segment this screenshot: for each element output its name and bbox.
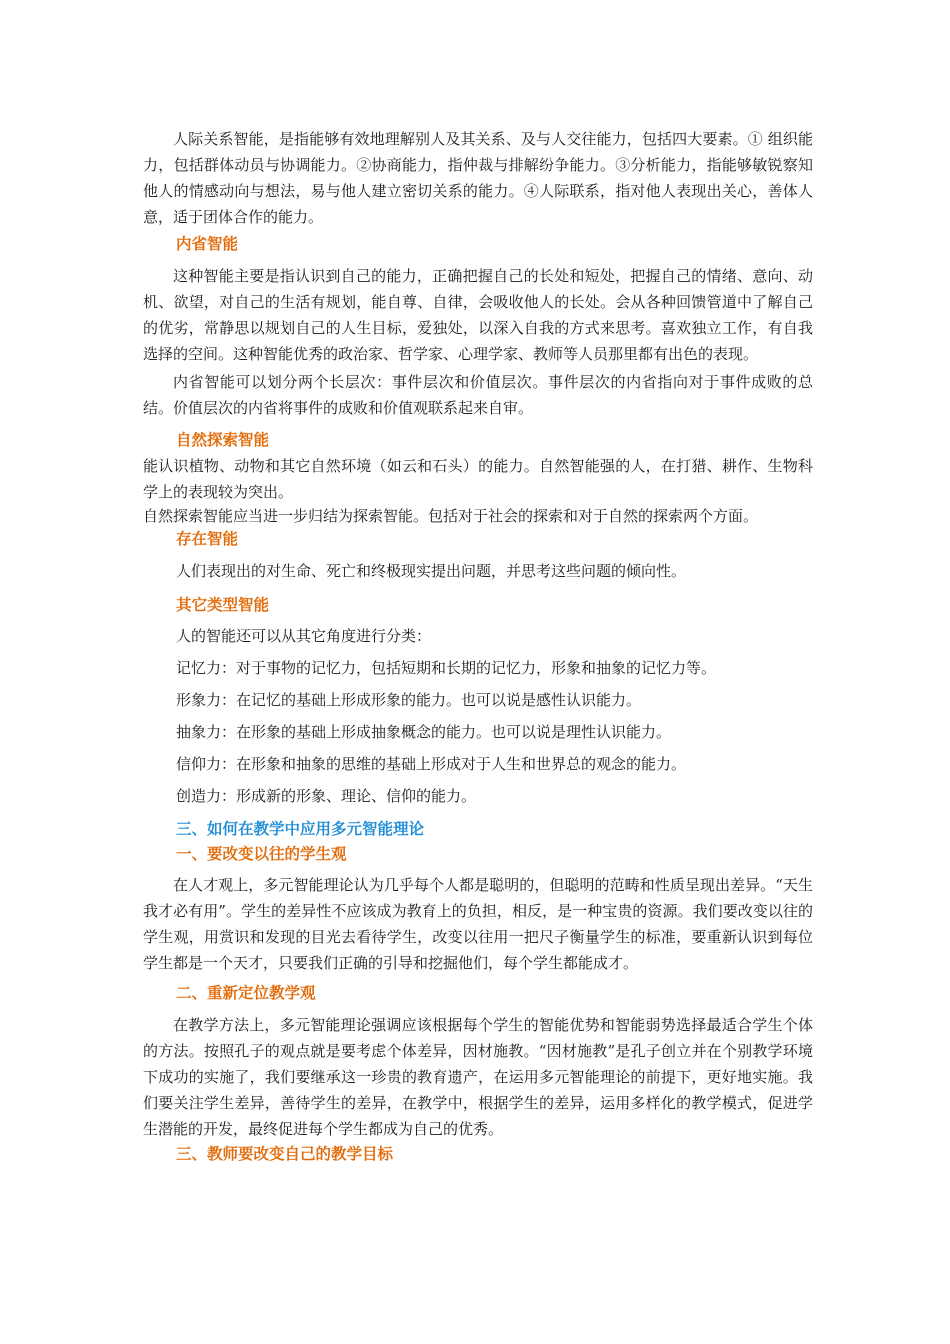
paragraph-intrapersonal-2: 内省智能可以划分两个长层次：事件层次和价值层次。事件层次的内省指向对于事件成败的总结。价值层次的内省将事件的成败和价值观联系起来自审。 [143,373,813,417]
heading-other-types: 其它类型智能 [176,596,270,614]
heading-teaching-view: 二、重新定位教学观 [176,984,316,1002]
paragraph-creativity: 创造力：形成新的形象、理论、信仰的能力。 [176,787,477,805]
paragraph-naturalist-1: 能认识植物、动物和其它自然环境（如云和石头）的能力。自然智能强的人，在打猎、耕作、生物科学上的表现较为突出。 [143,457,813,501]
paragraph-existential: 人们表现出的对生命、死亡和终极现实提出问题，并思考这些问题的倾向性。 [176,562,687,580]
heading-section-3: 三、如何在教学中应用多元智能理论 [176,820,425,838]
heading-existential: 存在智能 [176,530,239,548]
paragraph-interpersonal: 人际关系智能，是指能够有效地理解别人及其关系、及与人交往能力，包括四大要素。① 组织能力，包括群体动员与协调能力。②协商能力，指仲裁与排解纷争能力。③分析能力，指能够敏锐察知他人的情感动向与想法，易与他人建立密切关系的能力。④人际联系，指对他人表现出关心，善体人意，适于团体合作的能力。 [143,130,813,226]
paragraph-memory: 记忆力：对于事物的记忆力，包括短期和长期的记忆力，形象和抽象的记忆力等。 [176,659,717,677]
paragraph-student-view: 在人才观上，多元智能理论认为几乎每个人都是聪明的，但聪明的范畴和性质呈现出差异。“天生我才必有用”。学生的差异性不应该成为教育上的负担，相反，是一种宝贵的资源。我们要改变以往的学生观，用赏识和发现的目光去看待学生，改变以往用一把尺子衡量学生的标准，要重新认识到每位学生都是一个天才，只要我们正确的引导和挖掘他们，每个学生都能成才。 [143,876,813,972]
heading-intrapersonal: 内省智能 [176,235,239,253]
paragraph-intrapersonal-1: 这种智能主要是指认识到自己的能力，正确把握自己的长处和短处，把握自己的情绪、意向、动机、欲望，对自己的生活有规划，能自尊、自律，会吸收他人的长处。会从各种回馈管道中了解自己的优劣，常静思以规划自己的人生目标，爱独处，以深入自我的方式来思考。喜欢独立工作，有自我选择的空间。这种智能优秀的政治家、哲学家、心理学家、教师等人员那里都有出色的表现。 [143,267,813,363]
heading-teacher-goals: 三、教师要改变自己的教学目标 [176,1145,394,1163]
paragraph-teaching-view: 在教学方法上，多元智能理论强调应该根据每个学生的智能优势和智能弱势选择最适合学生个体的方法。按照孔子的观点就是要考虑个体差异，因材施教。“因材施教”是孔子创立并在个别教学环境下成功的实施了，我们要继承这一珍贵的教育遗产，在运用多元智能理论的前提下，更好地实施。我们要关注学生差异，善待学生的差异，在教学中，根据学生的差异，运用多样化的教学模式，促进学生潜能的开发，最终促进每个学生都成为自己的优秀。 [143,1016,813,1138]
heading-student-view: 一、要改变以往的学生观 [176,845,347,863]
paragraph-imagery: 形象力：在记忆的基础上形成形象的能力。也可以说是感性认识能力。 [176,691,642,709]
heading-naturalist: 自然探索智能 [176,431,270,449]
paragraph-naturalist-2: 自然探索智能应当进一步归结为探索智能。包括对于社会的探索和对于自然的探索两个方面。 [143,507,759,525]
paragraph-other-intro: 人的智能还可以从其它角度进行分类： [176,627,432,645]
paragraph-abstraction: 抽象力：在形象的基础上形成抽象概念的能力。也可以说是理性认识能力。 [176,723,672,741]
paragraph-belief: 信仰力：在形象和抽象的思维的基础上形成对于人生和世界总的观念的能力。 [176,755,687,773]
